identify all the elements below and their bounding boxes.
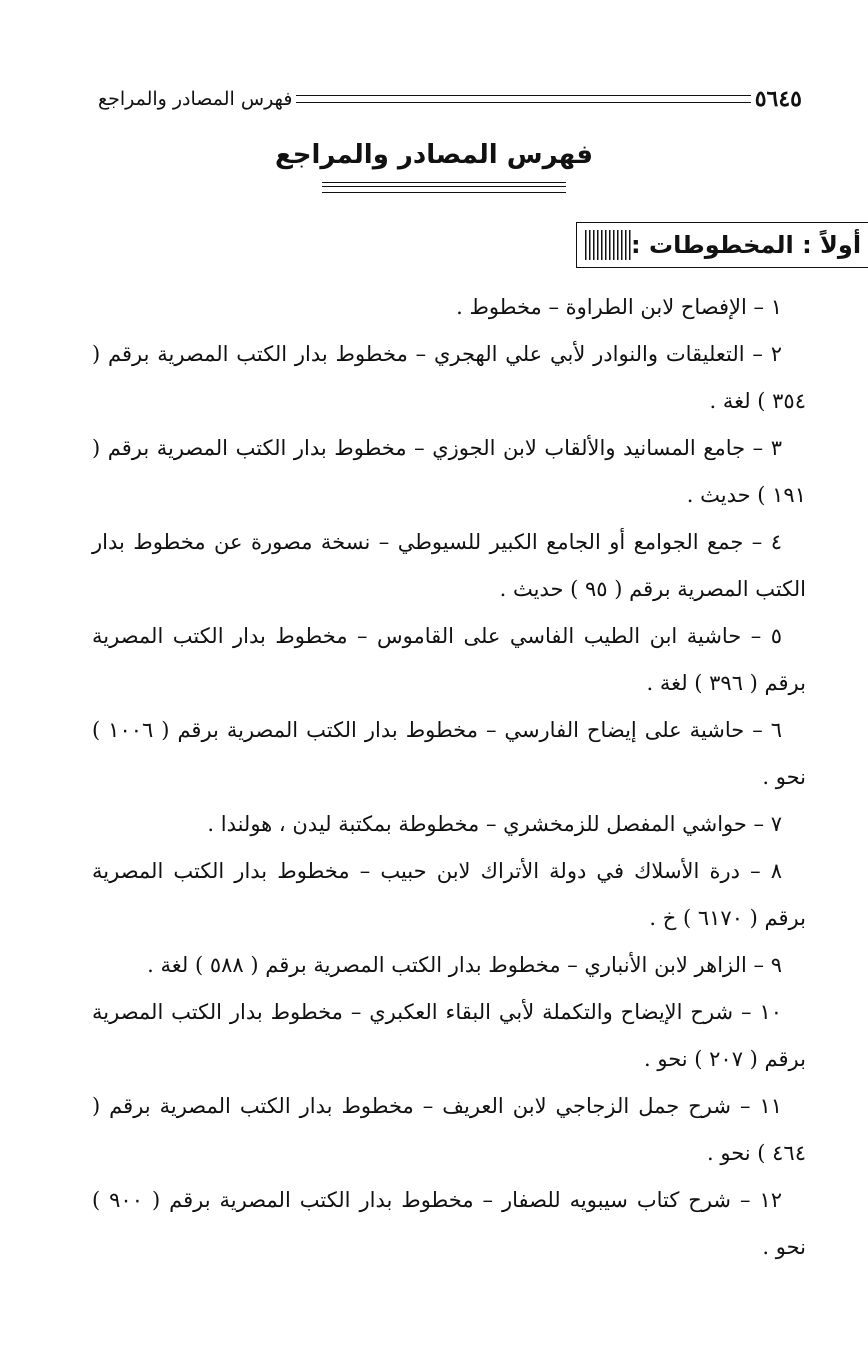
bibliography-entry: ٢ – التعليقات والنوادر لأبي علي الهجري – مخطوط بدار الكتب المصرية برقم ( ٣٥٤ ) لغة . [92,342,806,413]
bibliography-entry: ٣ – جامع المسانيد والألقاب لابن الجوزي – مخطوط بدار الكتب المصرية برقم ( ١٩١ ) حديث . [92,436,806,507]
bibliography-entry: ٩ – الزاهر لابن الأنباري – مخطوط بدار الكتب المصرية برقم ( ٥٨٨ ) لغة . [147,953,782,977]
bibliography-entry: ٦ – حاشية على إيضاح الفارسي – مخطوط بدار الكتب المصرية برقم ( ١٠٠٦ ) نحو . [92,718,806,789]
title-underline [322,182,566,193]
page-title: فهرس المصادر والمراجع [275,140,593,170]
bibliography-entry: ٧ – حواشي المفصل للزمخشري – مخطوطة بمكتبة ليدن ، هولندا . [207,812,782,836]
section-heading: أولاً : المخطوطات : [631,231,862,259]
bibliography-entry: ١٢ – شرح كتاب سيبويه للصفار – مخطوط بدار الكتب المصرية برقم ( ٩٠٠ ) نحو . [92,1188,806,1259]
bibliography-list [92,284,806,1271]
bibliography-entry: ٨ – درة الأسلاك في دولة الأتراك لابن حبيب – مخطوط بدار الكتب المصرية برقم ( ٦١٧٠ ) خ . [92,859,806,930]
section-heading-box [576,222,868,268]
bibliography-entry: ١٠ – شرح الإيضاح والتكملة لأبي البقاء العكبري – مخطوط بدار الكتب المصرية برقم ( ٢٠٧ ) نحو . [92,1000,806,1071]
section-stripes-ornament [585,230,631,260]
bibliography-entry: ١ – الإفصاح لابن الطراوة – مخطوط . [456,295,782,319]
bibliography-entry: ١١ – شرح جمل الزجاجي لابن العريف – مخطوط بدار الكتب المصرية برقم ( ٤٦٤ ) نحو . [92,1094,806,1165]
running-header-rule [296,95,750,103]
bibliography-entry: ٤ – جمع الجوامع أو الجامع الكبير للسيوطي – نسخة مصورة عن مخطوط بدار الكتب المصرية برقم ( ٩٥ ) حديث . [92,530,806,601]
page-number: ٥٦٤٥ [754,86,802,112]
running-header [92,84,806,114]
bibliography-entry: ٥ – حاشية ابن الطيب الفاسي على القاموس – مخطوط بدار الكتب المصرية برقم ( ٣٩٦ ) لغة . [92,624,806,695]
running-header-title: فهرس المصادر والمراجع [98,88,293,110]
